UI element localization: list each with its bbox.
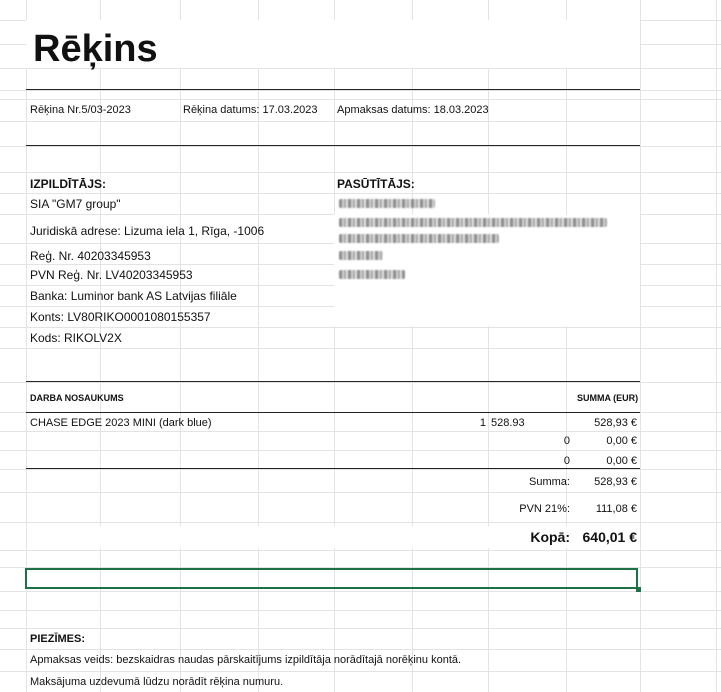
table-row-price: 528.93	[491, 417, 525, 429]
provider-heading: IZPILDĪTĀJS:	[30, 177, 107, 191]
invoice-due-date: Apmaksas datums: 18.03.2023	[337, 104, 489, 116]
vat-value: 111,08 €	[595, 503, 637, 515]
invoice-title: Rēķins	[33, 28, 158, 70]
table-header-border	[26, 412, 640, 413]
provider-reg-no: Reģ. Nr. 40203345953	[30, 249, 151, 263]
fill-handle[interactable]	[636, 587, 641, 592]
divider	[26, 145, 640, 146]
customer-reg-redacted	[339, 251, 383, 260]
table-row-sum: 528,93 €	[594, 417, 637, 429]
customer-name-redacted	[339, 199, 435, 208]
table-row-sum: 0,00 €	[606, 435, 637, 447]
table-bottom-border	[26, 468, 640, 469]
col-header-name: DARBA NOSAUKUMS	[30, 393, 124, 403]
provider-vat-no: PVN Reģ. Nr. LV40203345953	[30, 268, 193, 282]
total-value: 640,01 €	[582, 529, 637, 545]
customer-heading: PASŪTĪTĀJS:	[337, 177, 415, 191]
customer-vat-redacted	[339, 270, 405, 279]
invoice-date: Rēķina datums: 17.03.2023	[183, 104, 318, 116]
provider-address: Juridiskā adrese: Lizuma iela 1, Rīga, -1006	[30, 224, 265, 238]
provider-bank: Banka: Luminor bank AS Latvijas filiāle	[30, 289, 237, 303]
notes-heading: PIEZĪMES:	[30, 633, 86, 645]
divider	[26, 89, 640, 90]
sum-value: 528,93 €	[594, 476, 637, 488]
provider-account: Konts: LV80RIKO0001080155357	[30, 310, 211, 324]
table-row-qty: 1	[479, 417, 486, 429]
sum-label: Summa:	[529, 476, 570, 488]
col-header-sum: SUMMA (EUR)	[577, 393, 639, 403]
table-row-price: 0	[563, 455, 570, 467]
customer-address-redacted-2	[339, 234, 499, 243]
provider-name: SIA "GM7 group"	[30, 197, 121, 211]
customer-address-redacted	[339, 218, 607, 227]
table-row-sum: 0,00 €	[606, 455, 637, 467]
invoice-number: Rēķina Nr.5/03-2023	[30, 104, 131, 116]
provider-code: Kods: RIKOLV2X	[30, 331, 122, 345]
table-row-price: 0	[563, 435, 570, 447]
notes-line-2: Maksājuma uzdevumā lūdzu norādīt rēķina numuru.	[30, 676, 284, 688]
selected-cell-range[interactable]	[25, 568, 638, 589]
table-top-border	[26, 381, 640, 382]
total-label: Kopā:	[530, 529, 570, 545]
notes-line-1: Apmaksas veids: bezskaidras naudas pārskaitījums izpildītāja norādītajā norēķinu kontā.	[30, 654, 462, 666]
table-row-name: CHASE EDGE 2023 MINI (dark blue)	[30, 417, 212, 429]
vat-label: PVN 21%:	[519, 503, 570, 515]
